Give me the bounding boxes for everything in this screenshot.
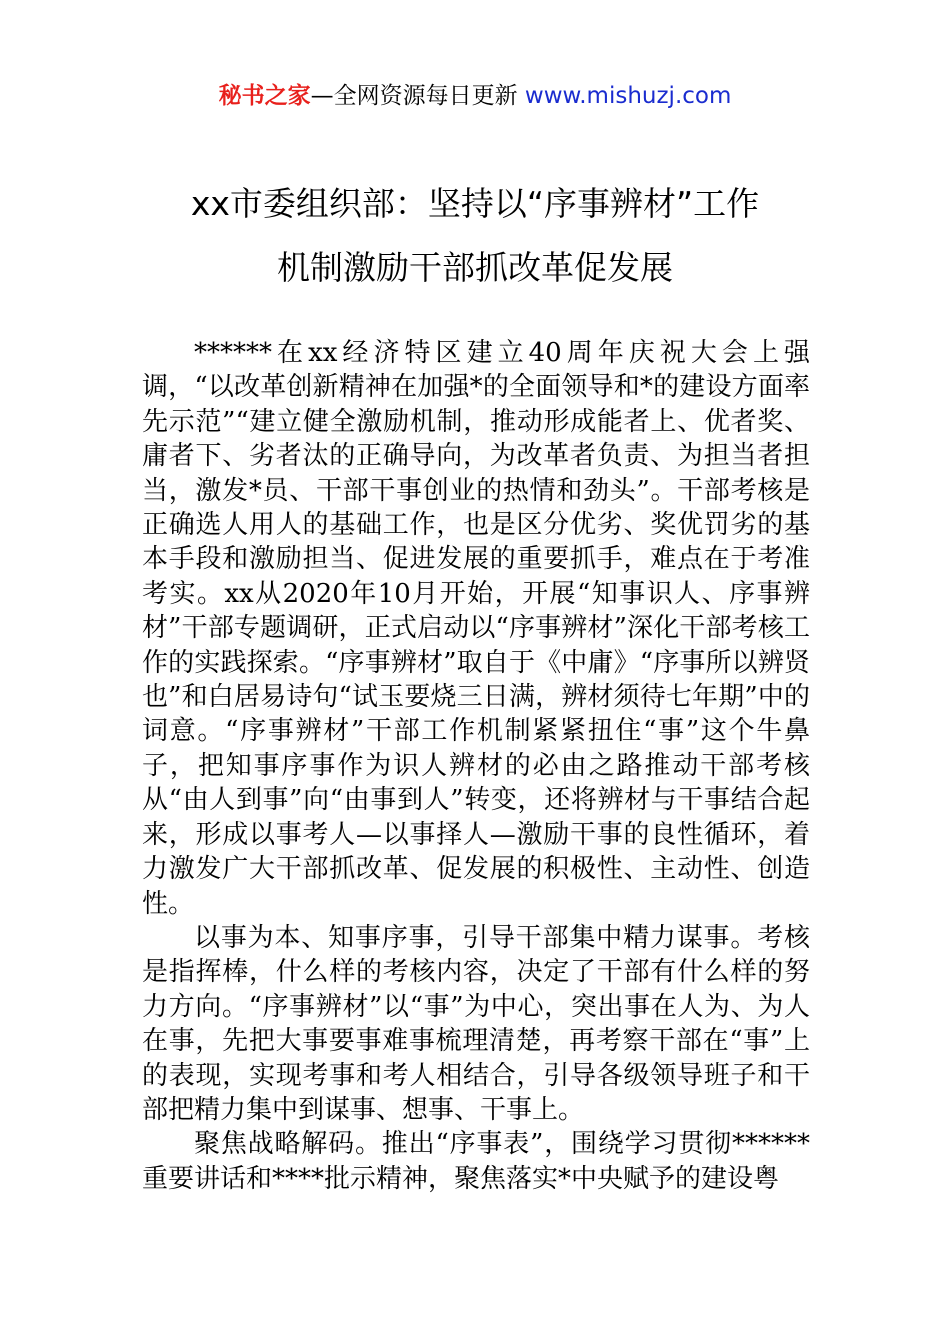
- document-title: [60, 172, 890, 300]
- site-header: [0, 80, 950, 112]
- site-tagline: —全网资源每日更新: [310, 83, 518, 109]
- body-paragraph: 以事为本、知事序事，引导干部集中精力谋事。考核是指挥棒，什么样的考核内容，决定了干部有什么样的努力方向。“序事辨材”以“事”为中心，突出事在人为、为人在事，先把大事要事难事梳理清楚，再考察干部在“事”上的表现，实现考事和考人相结合，引导各级领导班子和干部把精力集中到谋事、想事、干事上。: [142, 922, 810, 1125]
- body-paragraph: 聚焦战略解码。推出“序事表”，围绕学习贯彻******重要讲话和****批示精神，聚焦落实*中央赋予的建设粤: [142, 1129, 810, 1194]
- document-title-line-1: xx市委组织部：坚持以“序事辨材”工作: [190, 184, 760, 223]
- site-url[interactable]: www.mishuzj.com: [524, 83, 732, 109]
- document-title-line-2: 机制激励干部抓改革促发展: [277, 248, 673, 287]
- body-paragraph: ******在xx经济特区建立40周年庆祝大会上强调，“以改革创新精神在加强*的全面领导和*的建设方面率先示范”“建立健全激励机制，推动形成能者上、优者奖、庸者下、劣者汰的正确导向，为改革者负责、为担当者担当，激发*员、干部干事创业的热情和劲头”。干部考核是正确选人用人的基础工作，也是区分优劣、奖优罚劣的基本手段和激励担当、促进发展的重要抓手，难点在于考准考实。xx从2020年10月开始，开展“知事识人、序事辨材”干部专题调研，正式启动以“序事辨材”深化干部考核工作的实践探索。“序事辨材”取自于《中庸》“序事所以辨贤也”和白居易诗句“试玉要烧三日满，辨材须待七年期”中的词意。“序事辨材”干部工作机制紧紧扭住“事”这个牛鼻子，把知事序事作为识人辨材的必由之路推动干部考核从“由人到事”向“由事到人”转变，还将辨材与干事结合起来，形成以事考人—以事择人—激励干事的良性循环，着力激发广大干部抓改革、促发展的积极性、主动性、创造性。: [142, 338, 810, 919]
- document-body: [142, 336, 810, 1196]
- site-brand: 秘书之家: [218, 83, 311, 109]
